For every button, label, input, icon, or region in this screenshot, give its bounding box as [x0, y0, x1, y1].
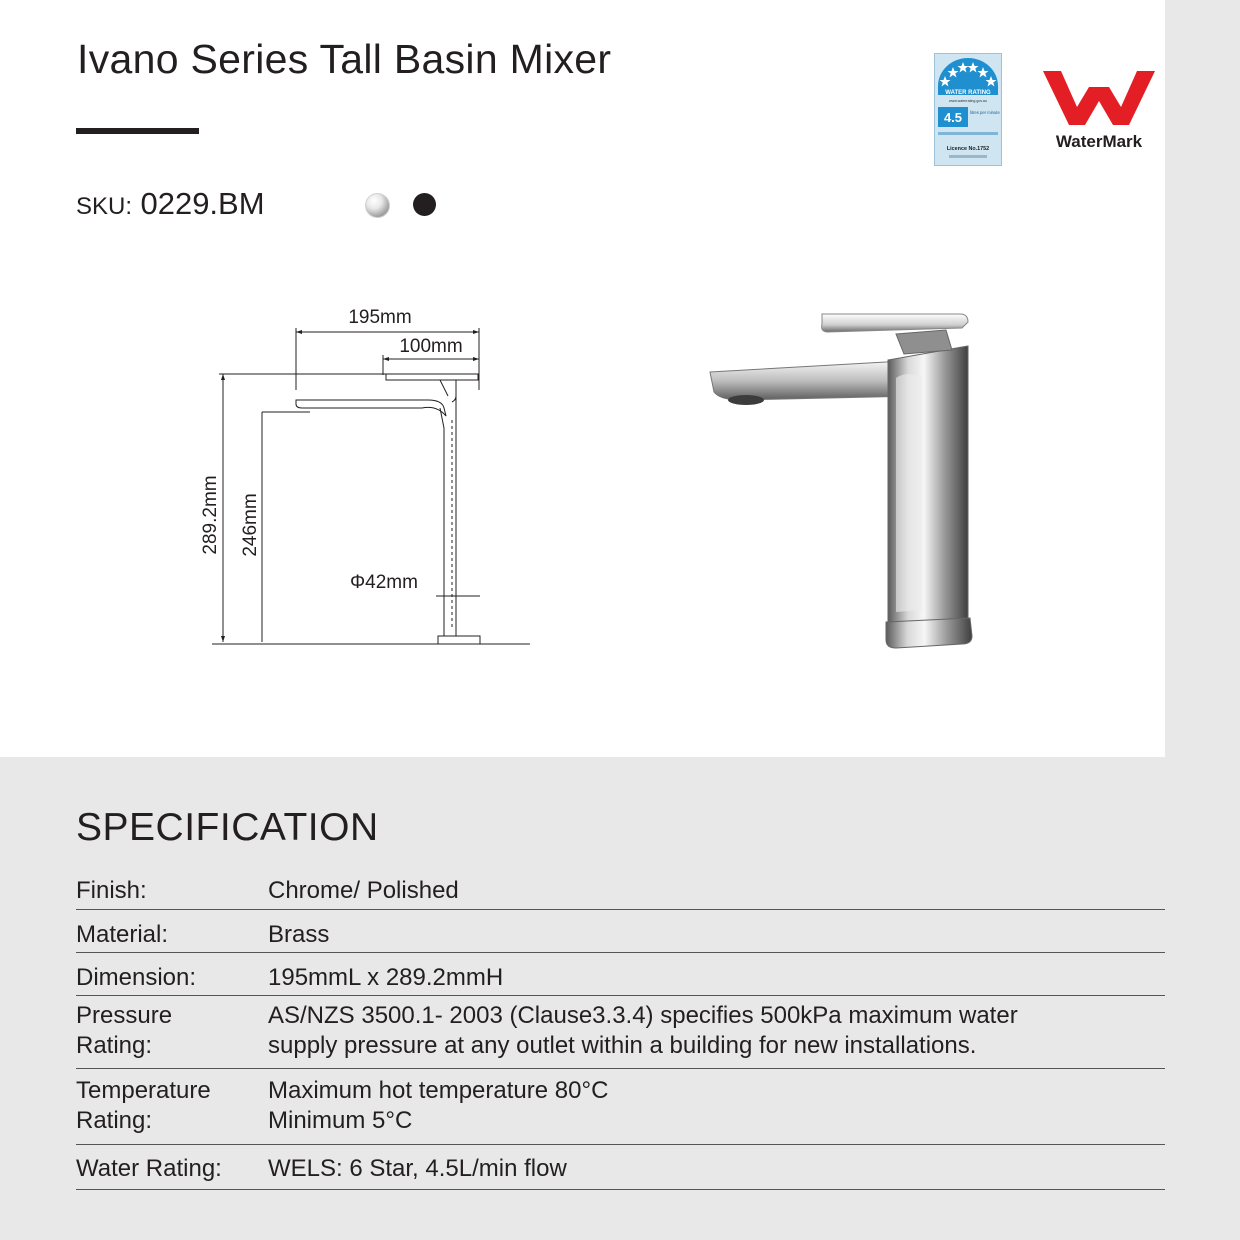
title-underline — [76, 128, 199, 134]
sku-label: SKU: — [76, 193, 133, 220]
dim-spout-height-label: 246mm — [240, 493, 261, 557]
finish-swatch-chrome[interactable] — [365, 193, 390, 218]
product-image — [700, 300, 990, 660]
specification-table — [76, 866, 1165, 1190]
spec-row-pressure-rating — [76, 996, 1165, 1069]
spec-value: Maximum hot temperature 80°C Minimum 5°C — [268, 1077, 609, 1134]
sku-line — [76, 186, 265, 222]
wels-url-text: www.waterrating.gov.au — [949, 99, 987, 103]
wels-licence-text: Licence No.1752 — [946, 146, 990, 152]
spec-label: Material: — [76, 921, 169, 948]
sku-value: 0229.BM — [140, 186, 265, 221]
spec-row-temperature-rating — [76, 1069, 1165, 1145]
finish-swatch-black[interactable] — [413, 193, 436, 216]
spec-label: Temperature Rating: — [76, 1077, 211, 1134]
spec-row-water-rating — [76, 1145, 1165, 1190]
wels-rating-badge — [934, 53, 1002, 166]
specification-heading: SPECIFICATION — [76, 806, 379, 849]
dim-height-label: 289.2mm — [200, 475, 221, 555]
spec-row-material — [76, 910, 1165, 953]
dim-base-label: Φ42mm — [350, 572, 418, 593]
product-title: Ivano Series Tall Basin Mixer — [77, 36, 612, 82]
wels-unit-text: litres per minute — [970, 110, 1000, 115]
watermark-label: WaterMark — [1055, 132, 1143, 151]
spec-value: AS/NZS 3500.1- 2003 (Clause3.3.4) specifies 500kPa maximum water supply pressure at any outlet within a building for new installations. — [268, 1002, 1018, 1059]
spec-value: 195mmL x 289.2mmH — [268, 964, 504, 991]
spec-value: WELS: 6 Star, 4.5L/min flow — [268, 1155, 567, 1182]
spec-value: Chrome/ Polished — [268, 877, 459, 904]
wels-heading-text: WATER RATING — [945, 90, 991, 96]
right-margin-strip — [1165, 0, 1240, 1240]
spec-label: Dimension: — [76, 964, 197, 991]
spec-label: Finish: — [76, 877, 147, 904]
spec-row-finish — [76, 866, 1165, 910]
dim-width-label: 195mm — [348, 307, 412, 328]
wels-rating-value: 4.5 — [943, 110, 963, 125]
wels-badge-graphic — [935, 54, 1001, 165]
spec-value: Brass — [268, 921, 330, 948]
spec-label: Water Rating: — [76, 1155, 222, 1182]
dimension-diagram — [190, 300, 540, 660]
dim-handle-label: 100mm — [399, 336, 463, 357]
spec-row-dimension — [76, 953, 1165, 996]
spec-label: Pressure Rating: — [76, 1002, 173, 1059]
